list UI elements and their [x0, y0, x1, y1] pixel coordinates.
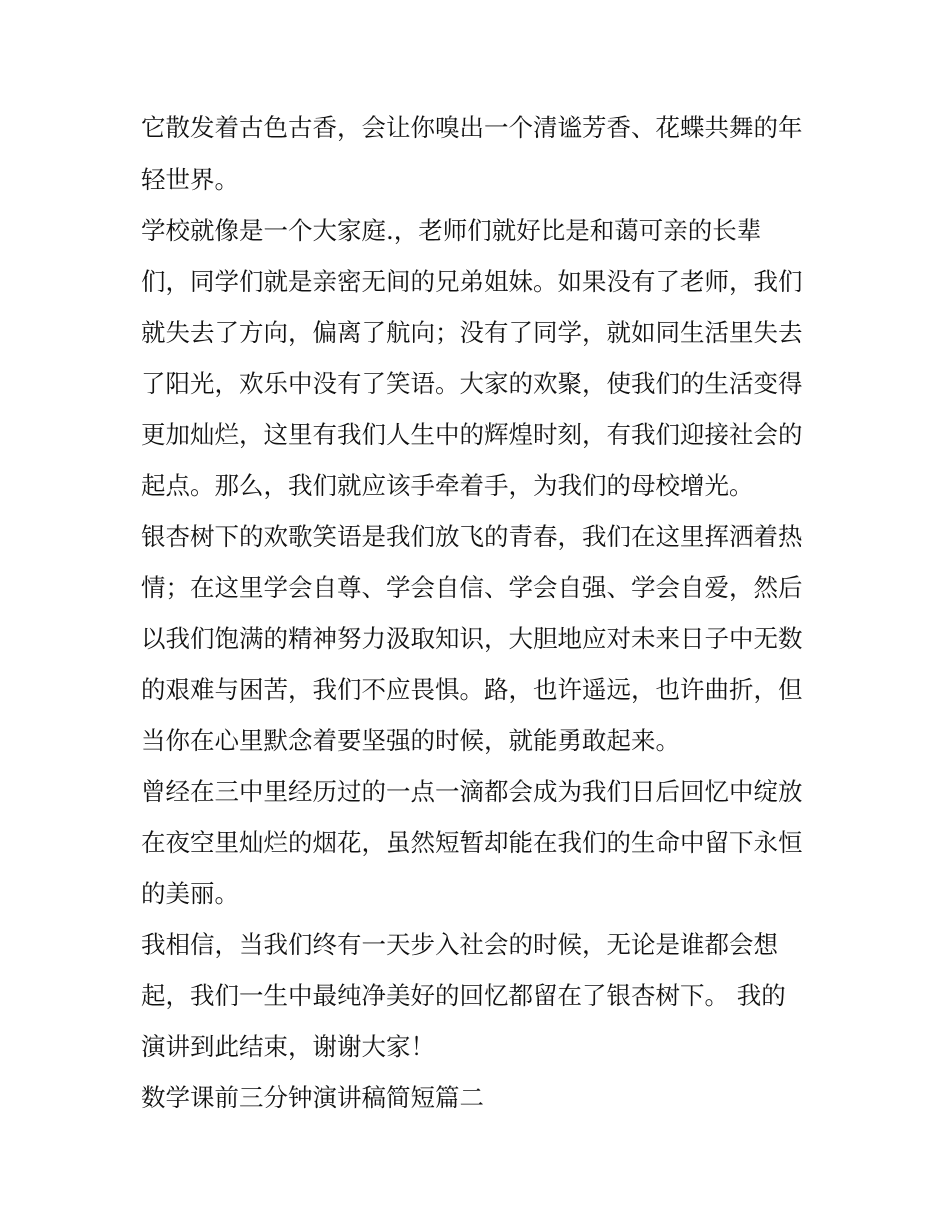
text-line: 了阳光，欢乐中没有了笑语。大家的欢聚，使我们的生活变得 — [141, 369, 803, 398]
text-line: 更加灿烂，这里有我们人生中的辉煌时刻，有我们迎接社会的 — [141, 420, 803, 449]
text-line: 当你在心里默念着要坚强的时候，就能勇敢起来。 — [141, 726, 680, 755]
text-line: 的美丽。 — [141, 879, 239, 908]
text-line: 们，同学们就是亲密无间的兄弟姐妹。如果没有了老师，我们 — [141, 267, 803, 296]
text-line: 银杏树下的欢歌笑语是我们放飞的青春，我们在这里挥洒着热 — [141, 522, 803, 551]
section-heading: 数学课前三分钟演讲稿简短篇二 — [141, 1083, 484, 1112]
text-line: 它散发着古色古香，会让你嗅出一个清谧芳香、花蝶共舞的年 — [141, 113, 803, 142]
text-line: 轻世界。 — [141, 165, 239, 194]
text-line: 的艰难与困苦，我们不应畏惧。路，也许遥远，也许曲折，但 — [141, 675, 803, 704]
text-line: 演讲到此结束，谢谢大家！ — [141, 1032, 435, 1061]
text-line: 学校就像是一个大家庭.，老师们就好比是和蔼可亲的长辈 — [141, 216, 762, 245]
text-line: 起点。那么，我们就应该手牵着手，为我们的母校增光。 — [141, 471, 754, 500]
text-line: 在夜空里灿烂的烟花，虽然短暂却能在我们的生命中留下永恒 — [141, 828, 803, 857]
text-line: 就失去了方向，偏离了航向；没有了同学，就如同生活里失去 — [141, 318, 803, 347]
text-line: 起，我们一生中最纯净美好的回忆都留在了银杏树下。 我的 — [141, 981, 786, 1010]
text-line: 曾经在三中里经历过的一点一滴都会成为我们日后回忆中绽放 — [141, 777, 803, 806]
text-line: 以我们饱满的精神努力汲取知识，大胆地应对未来日子中无数 — [141, 624, 803, 653]
text-line: 我相信，当我们终有一天步入社会的时候，无论是谁都会想 — [141, 930, 778, 959]
text-line: 情；在这里学会自尊、学会自信、学会自强、学会自爱，然后 — [141, 573, 803, 602]
